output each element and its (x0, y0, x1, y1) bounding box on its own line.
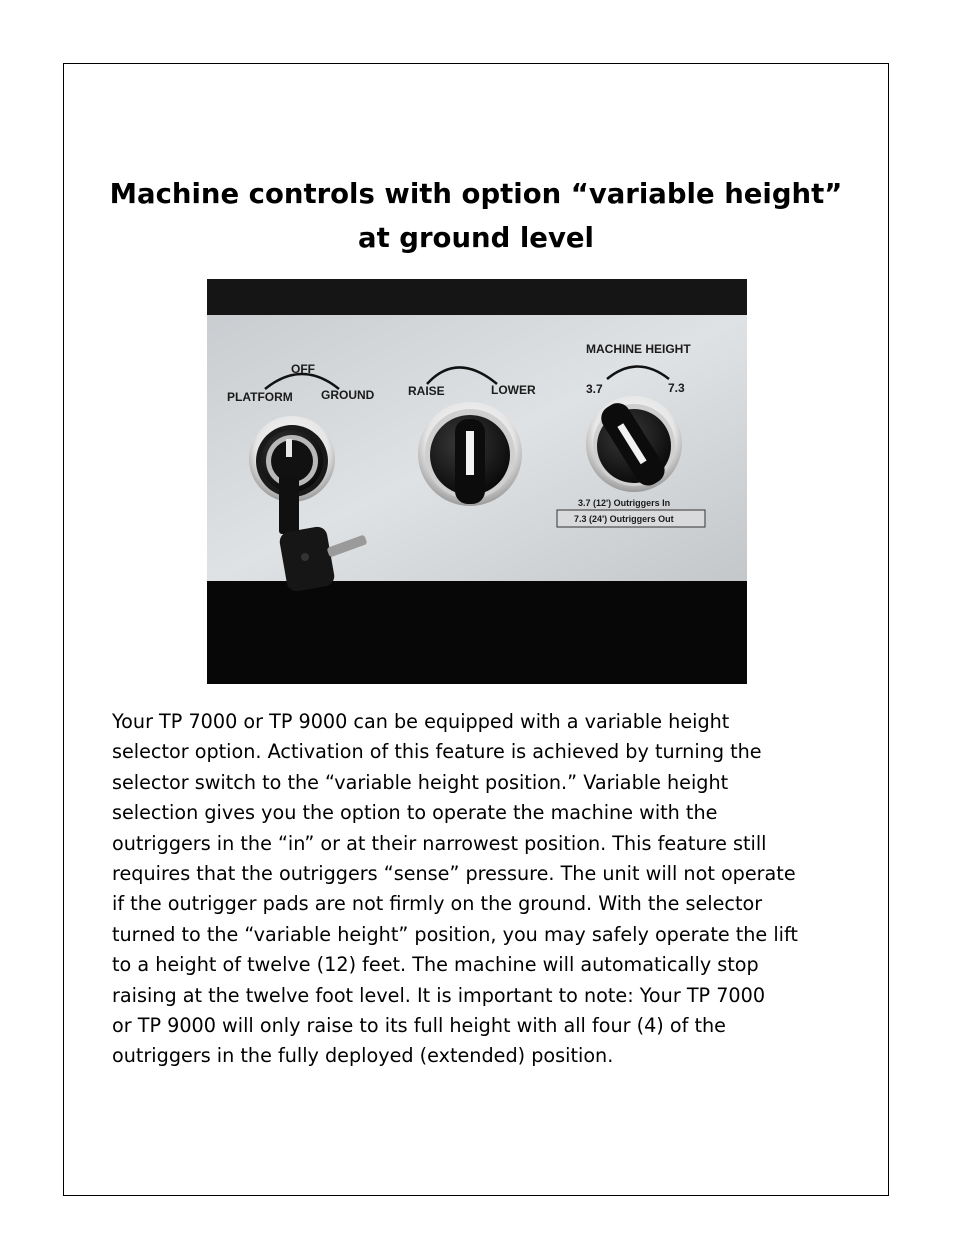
body-line: selection gives you the option to operate the machine with the (112, 801, 718, 825)
body-line: if the outrigger pads are not firmly on the ground. With the selector (112, 892, 763, 916)
title-line-2: at ground level (358, 222, 594, 254)
body-line: or TP 9000 will only raise to its full height with all four (4) of the (112, 1014, 726, 1038)
label-machine-height: MACHINE HEIGHT (586, 342, 691, 356)
body-line: selector option. Activation of this feature is achieved by turning the (112, 740, 762, 764)
raise-lower-knob (418, 402, 522, 506)
note-outriggers-in: 3.7 (12') Outriggers In (578, 498, 671, 508)
body-line: outriggers in the fully deployed (extended) position. (112, 1044, 614, 1068)
body-line: Your TP 7000 or TP 9000 can be equipped with a variable height (112, 710, 730, 733)
label-lower: LOWER (491, 383, 536, 397)
machine-height-knob (586, 396, 682, 492)
label-raise: RAISE (408, 384, 445, 398)
body-line: turned to the “variable height” position, you may safely operate the lift (112, 922, 798, 946)
label-off: OFF (291, 362, 315, 376)
label-ground: GROUND (321, 388, 375, 402)
label-height-7-3: 7.3 (668, 381, 685, 395)
body-line: requires that the outriggers “sense” pressure. The unit will not operate (112, 862, 796, 886)
body-line: outriggers in the “in” or at their narrowest position. This feature still (112, 831, 767, 855)
control-panel-illustration (207, 279, 747, 684)
control-panel-photo (207, 279, 747, 684)
label-height-3-7: 3.7 (586, 382, 603, 396)
page-title (63, 172, 889, 260)
body-line: to a height of twelve (12) feet. The machine will automatically stop (112, 953, 759, 977)
body-line: selector switch to the “variable height position.” Variable height (112, 770, 729, 794)
body-paragraph (112, 707, 852, 1072)
title-line-1: Machine controls with option “variable height” (109, 178, 843, 210)
label-platform: PLATFORM (227, 390, 293, 404)
body-line: raising at the twelve foot level. It is important to note: Your TP 7000 (112, 983, 766, 1007)
note-outriggers-out: 7.3 (24') Outriggers Out (574, 514, 674, 524)
